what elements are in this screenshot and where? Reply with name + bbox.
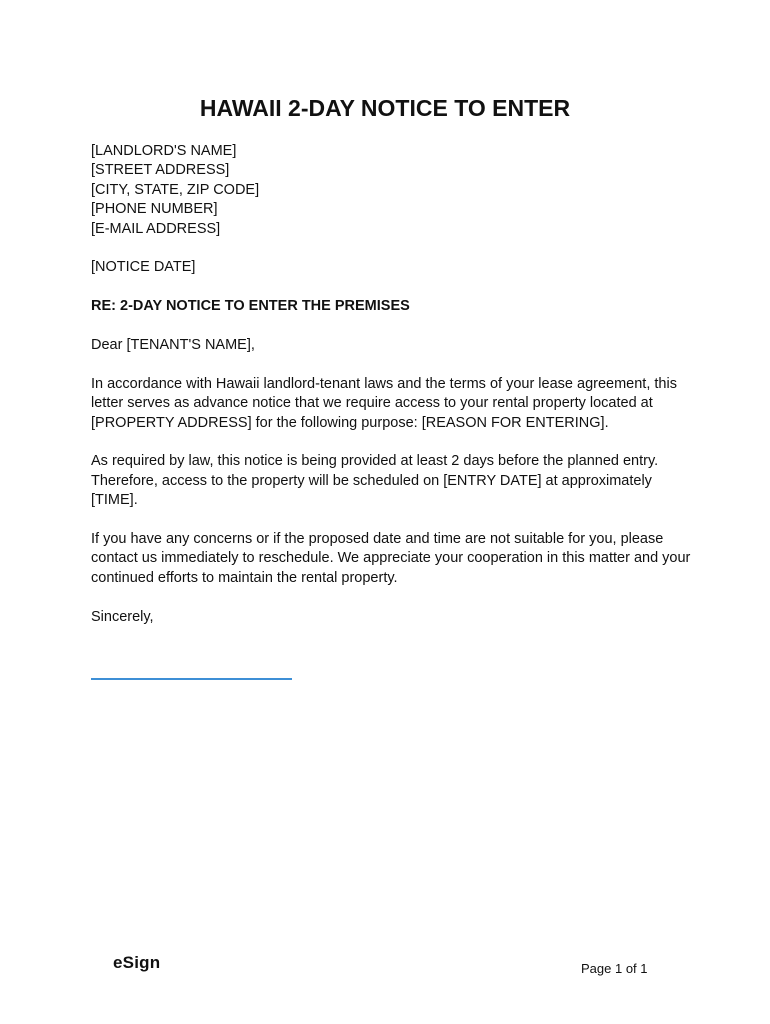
notice-date: [NOTICE DATE] xyxy=(91,259,196,276)
landlord-city-state-zip: [CITY, STATE, ZIP CODE] xyxy=(91,181,260,198)
closing: Sincerely, xyxy=(91,608,154,625)
page-number: Page 1 of 1 xyxy=(581,961,648,976)
signature-line[interactable] xyxy=(91,678,292,680)
esign-logo: eSign xyxy=(113,953,161,972)
body-paragraph-contact: If you have any concerns or if the proposed date and time are not suitable for you, please contact us immediately to reschedule. We appreciate your cooperation in this matter and your continued efforts to maintain the rental property. xyxy=(91,531,691,586)
document-title: HAWAII 2-DAY NOTICE TO ENTER xyxy=(199,95,571,121)
landlord-address-block xyxy=(91,142,691,239)
body-paragraph-schedule: As required by law, this notice is being provided at least 2 days before the planned entry. Therefore, access to the property will be scheduled on [ENTRY DATE] at approximately [TIME]. xyxy=(91,453,659,509)
re-line: RE: 2-DAY NOTICE TO ENTER THE PREMISES xyxy=(91,298,410,315)
landlord-phone: [PHONE NUMBER] xyxy=(91,201,218,218)
landlord-name: [LANDLORD'S NAME] xyxy=(91,143,237,159)
document-body xyxy=(91,142,691,627)
landlord-street-address: [STREET ADDRESS] xyxy=(91,162,230,179)
landlord-email: [E-MAIL ADDRESS] xyxy=(91,220,221,237)
body-paragraph-purpose: In accordance with Hawaii landlord-tenant laws and the terms of your lease agreement, this letter serves as advance notice that we require access to your rental property located at [PROPERTY ADDRESS] for the following purpose: [REASON FOR ENTERING]. xyxy=(91,375,677,431)
salutation: Dear [TENANT'S NAME], xyxy=(91,337,255,354)
